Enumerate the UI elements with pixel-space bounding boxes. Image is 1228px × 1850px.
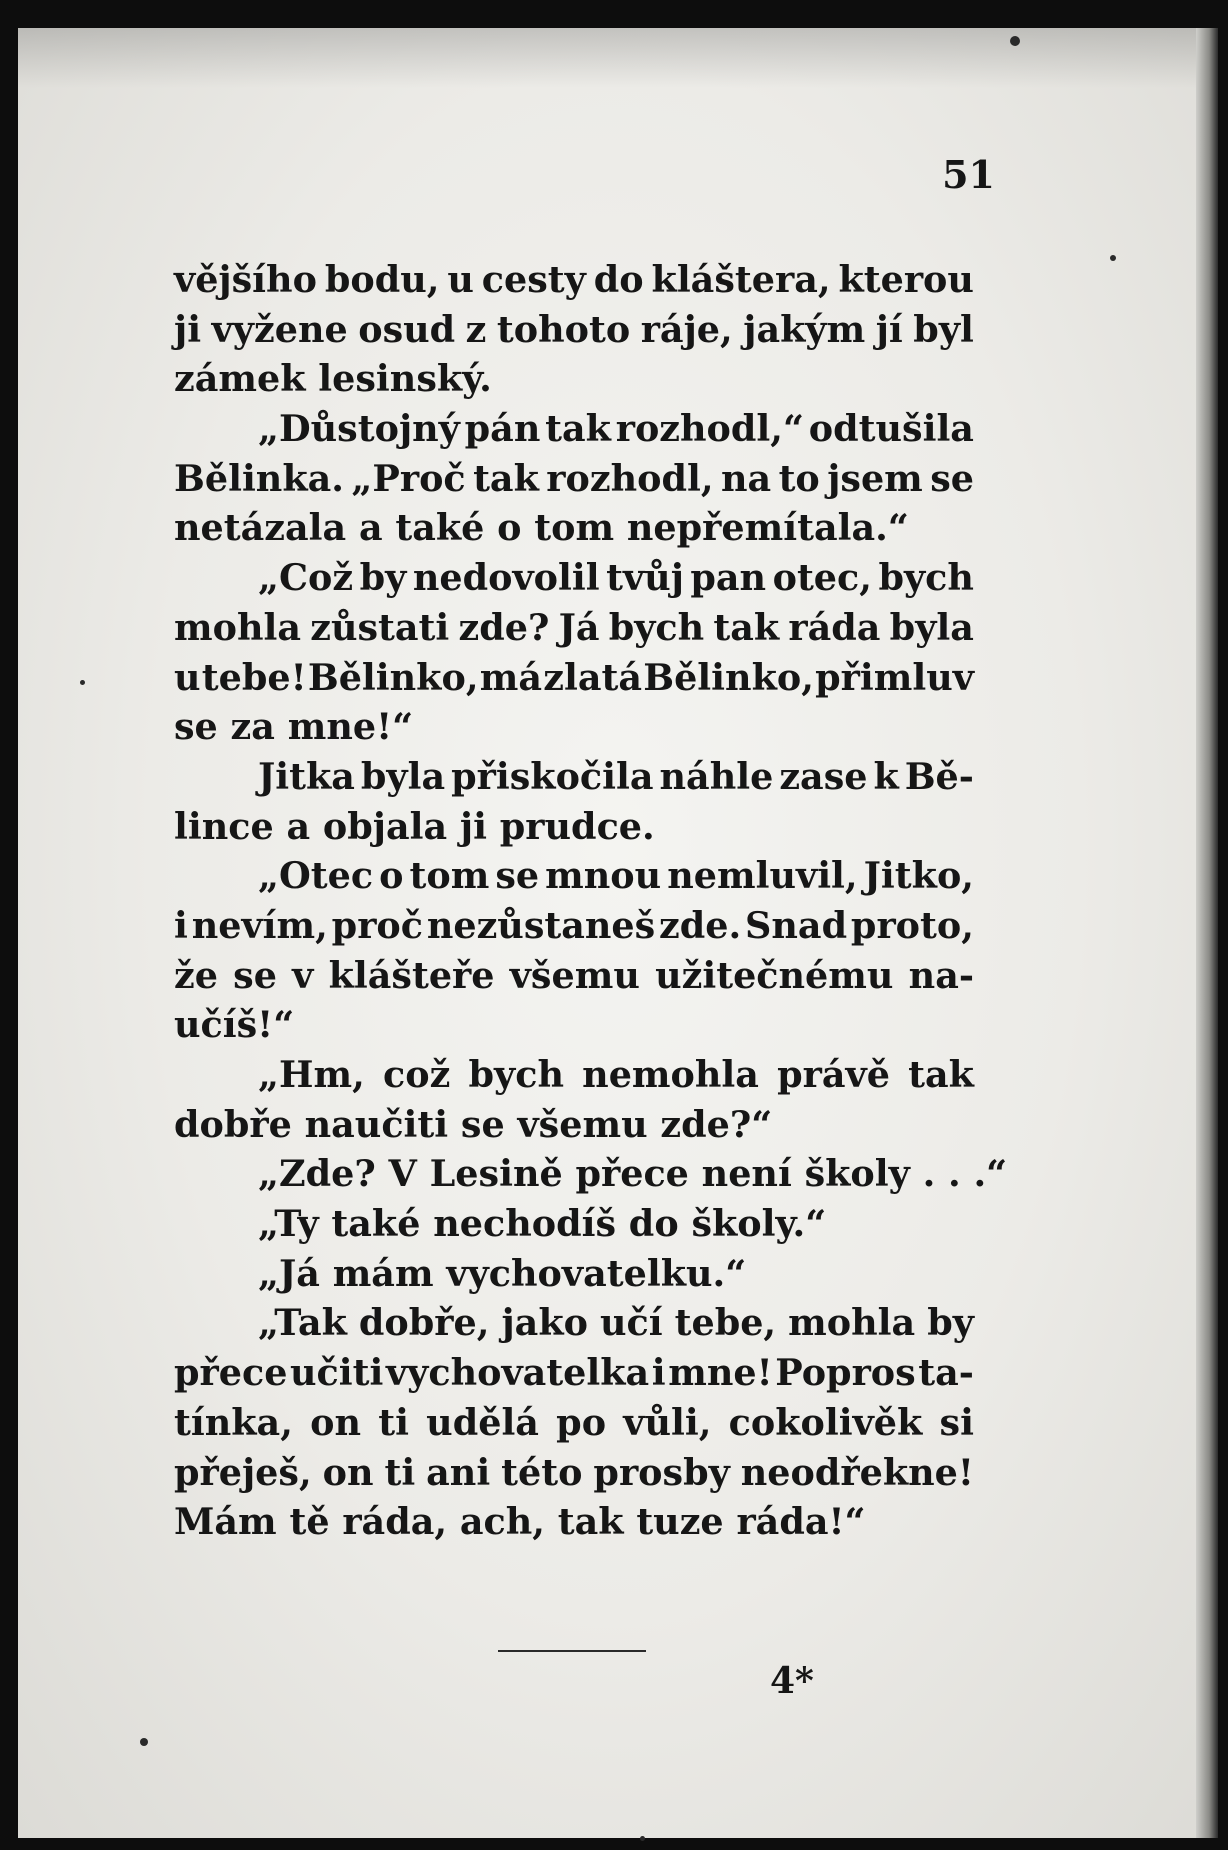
- text-line: [174, 951, 974, 1001]
- word: prudce.: [499, 804, 655, 848]
- word: zámek: [174, 357, 306, 401]
- word: „Důstojný: [258, 407, 460, 451]
- word: „Což: [258, 556, 354, 600]
- word: Jitka: [258, 754, 355, 798]
- word: udělá: [426, 1400, 539, 1444]
- word: mne!“: [287, 705, 414, 749]
- word: do: [628, 1202, 679, 1246]
- word: z: [465, 307, 487, 351]
- word: nedovolil: [412, 556, 600, 600]
- word: nechodíš: [433, 1202, 617, 1246]
- word: bych: [878, 556, 974, 600]
- word: lesinský.: [318, 357, 492, 401]
- word: on: [322, 1450, 374, 1494]
- text-line: [174, 1000, 974, 1050]
- scan-speck: [1010, 36, 1020, 46]
- word: na-: [908, 953, 974, 997]
- page-top-shadow: [18, 28, 1213, 88]
- section-rule: [498, 1650, 646, 1652]
- word: právě: [777, 1053, 890, 1096]
- word: o: [497, 506, 522, 550]
- word: zde?“: [660, 1102, 773, 1146]
- word: mám: [332, 1251, 434, 1295]
- word: školy: [804, 1152, 910, 1196]
- word: pán: [464, 407, 541, 451]
- word: náhle: [659, 754, 774, 798]
- word: byla: [360, 754, 446, 798]
- word: přece: [575, 1152, 689, 1196]
- word: Bě-: [904, 754, 974, 798]
- word: jako: [501, 1301, 588, 1345]
- word: ráda!“: [736, 1500, 866, 1544]
- page-number: 51: [942, 152, 995, 197]
- word: nemohla: [582, 1053, 759, 1096]
- word: ji: [174, 307, 202, 351]
- word: u: [447, 258, 474, 301]
- word: ach,: [459, 1500, 545, 1544]
- word: Já: [558, 605, 600, 649]
- word: Snad: [745, 903, 848, 947]
- word: pan: [690, 556, 767, 600]
- text-line: [174, 1448, 974, 1498]
- word: přimluv: [815, 655, 974, 699]
- word: kláštera,: [651, 258, 831, 301]
- word: otec,: [772, 556, 872, 600]
- word: vějšího: [174, 258, 317, 301]
- word: dobře: [174, 1102, 292, 1146]
- word: kterou: [838, 258, 974, 301]
- word: o: [379, 854, 404, 898]
- word: tak: [713, 605, 780, 649]
- word: „Proč: [351, 456, 466, 500]
- word: nepřemítala.“: [626, 506, 909, 550]
- word: Bělinka.: [174, 456, 344, 500]
- word: vychovatelka: [385, 1351, 650, 1395]
- word: přiskočila: [451, 754, 654, 798]
- word: bych: [468, 1053, 564, 1096]
- word: všemu: [517, 1102, 648, 1146]
- word: má: [479, 655, 543, 699]
- text-line: [174, 1249, 974, 1299]
- word: učíš!“: [174, 1003, 295, 1047]
- word: tě: [289, 1500, 330, 1544]
- word: tebe,: [674, 1301, 777, 1345]
- word: učí: [599, 1301, 663, 1345]
- word: V: [388, 1152, 417, 1196]
- word: v: [292, 953, 314, 997]
- word: tuze: [636, 1500, 724, 1544]
- word: Bělinko,: [643, 655, 814, 699]
- word: ti: [378, 1400, 409, 1444]
- word: tak: [545, 407, 611, 451]
- text-line: [174, 901, 974, 951]
- word: bodu,: [324, 258, 440, 301]
- word: přeješ,: [174, 1450, 312, 1494]
- word: této: [501, 1450, 583, 1494]
- word: za: [230, 705, 275, 749]
- word: tom: [534, 506, 615, 550]
- word: ani: [426, 1450, 491, 1494]
- word: a: [358, 506, 383, 550]
- text-line: [174, 752, 974, 802]
- scan-speck: [80, 680, 85, 685]
- word: by: [359, 556, 407, 600]
- text-line: [174, 553, 974, 603]
- word: zlatá: [543, 655, 643, 699]
- word: zase: [779, 754, 868, 798]
- word: ta-: [918, 1351, 974, 1395]
- word: se: [174, 705, 218, 749]
- word: dobře,: [358, 1301, 490, 1345]
- word: mohla: [174, 605, 302, 649]
- word: Bělinko,: [307, 655, 479, 699]
- text-line: [174, 1497, 974, 1547]
- word: by: [927, 1301, 974, 1345]
- word: byl: [913, 307, 974, 351]
- word: neodřekne!: [740, 1450, 974, 1494]
- word: se: [495, 854, 540, 898]
- signature-mark: 4*: [770, 1660, 814, 1702]
- word: školy.“: [691, 1202, 827, 1246]
- text-line: [174, 305, 974, 355]
- word: „Já: [258, 1251, 320, 1295]
- word: tínka,: [174, 1400, 293, 1444]
- word: vůli,: [623, 1400, 712, 1444]
- word: a: [286, 804, 311, 848]
- text-line: [174, 255, 974, 305]
- text-line: [174, 802, 974, 852]
- word: se: [930, 456, 974, 500]
- scan-speck: [1110, 255, 1116, 261]
- word: nezůstaneš: [426, 903, 656, 947]
- word: užitečnému: [655, 953, 894, 997]
- text-line: [174, 1348, 974, 1398]
- text-line: [174, 404, 974, 454]
- word: Popros: [775, 1351, 916, 1395]
- word: zůstati: [310, 605, 450, 649]
- word: byla: [889, 605, 974, 649]
- word: zde.: [659, 903, 742, 947]
- word: všemu: [509, 953, 640, 997]
- word: se: [460, 1102, 505, 1146]
- word: „Zde?: [258, 1152, 376, 1196]
- word: jsem: [827, 456, 923, 500]
- word: není: [701, 1152, 792, 1196]
- word: tohoto: [496, 307, 631, 351]
- word: odtušila: [808, 407, 974, 451]
- scan-speck: [140, 1738, 148, 1746]
- word: vyžene: [211, 307, 348, 351]
- word: objala: [322, 804, 448, 848]
- text-line: [174, 354, 974, 404]
- word: nemluvil,: [667, 854, 858, 898]
- word: bych: [608, 605, 705, 649]
- word: což: [383, 1053, 451, 1096]
- word: mne!: [668, 1351, 773, 1395]
- text-line: [174, 1398, 974, 1448]
- word: ti: [384, 1450, 416, 1494]
- word: jakým: [743, 307, 866, 351]
- word: mnou: [545, 854, 662, 898]
- word: proč: [331, 903, 423, 947]
- word: „Hm,: [258, 1053, 365, 1096]
- word: rozhodl,: [546, 456, 714, 500]
- word: k: [873, 754, 899, 798]
- word: nevím,: [191, 903, 328, 947]
- text-line: [174, 1100, 974, 1150]
- word: lince: [174, 804, 274, 848]
- word: ji: [459, 804, 487, 848]
- word: přece: [174, 1351, 288, 1395]
- text-line: [174, 1050, 974, 1100]
- text-line: [174, 1298, 974, 1348]
- text-line: [174, 603, 974, 653]
- word: zde?: [458, 605, 550, 649]
- word: do: [593, 258, 644, 301]
- word: proto,: [850, 903, 974, 947]
- text-line: [174, 503, 974, 553]
- word: netázala: [174, 506, 347, 550]
- body-text: [174, 255, 1008, 1547]
- word: jí: [875, 307, 903, 351]
- word: mohla: [788, 1301, 916, 1345]
- text-line: [174, 1199, 974, 1249]
- word: si: [939, 1400, 974, 1444]
- word: . . .“: [922, 1152, 1008, 1196]
- word: Jitko,: [863, 854, 974, 898]
- word: Lesině: [429, 1152, 563, 1196]
- word: i: [651, 1351, 666, 1395]
- word: cesty: [481, 258, 586, 301]
- word: ráda: [788, 605, 881, 649]
- word: vychovatelku.“: [446, 1251, 747, 1295]
- word: to: [778, 456, 820, 500]
- word: tvůj: [606, 556, 684, 600]
- word: klášteře: [328, 953, 495, 997]
- text-line: [174, 851, 974, 901]
- text-line: [174, 1149, 1008, 1199]
- word: „Ty: [258, 1202, 319, 1246]
- word: i: [174, 903, 188, 947]
- text-line: [174, 653, 974, 703]
- word: „Tak: [258, 1301, 347, 1345]
- word: také: [331, 1202, 421, 1246]
- word: na: [720, 456, 772, 500]
- text-line: [174, 454, 974, 504]
- word: tebe!: [201, 655, 307, 699]
- word: po: [556, 1400, 607, 1444]
- word: prosby: [593, 1450, 730, 1494]
- page-right-edge: [1196, 28, 1218, 1838]
- word: tak: [908, 1053, 974, 1096]
- word: Mám: [174, 1500, 277, 1544]
- word: tak: [557, 1500, 624, 1544]
- word: cokolivěk: [728, 1400, 923, 1444]
- word: tom: [409, 854, 490, 898]
- word: osud: [358, 307, 456, 351]
- word: „Otec: [258, 854, 374, 898]
- word: také: [395, 506, 485, 550]
- word: naučiti: [304, 1102, 449, 1146]
- text-line: [174, 702, 974, 752]
- word: tak: [473, 456, 539, 500]
- word: se: [233, 953, 277, 997]
- word: u: [174, 655, 201, 699]
- word: že: [174, 953, 218, 997]
- word: on: [310, 1400, 362, 1444]
- word: učiti: [290, 1351, 384, 1395]
- word: ráda,: [342, 1500, 448, 1544]
- word: ráje,: [640, 307, 733, 351]
- word: rozhodl,“: [615, 407, 804, 451]
- scan-speck: [640, 1836, 645, 1841]
